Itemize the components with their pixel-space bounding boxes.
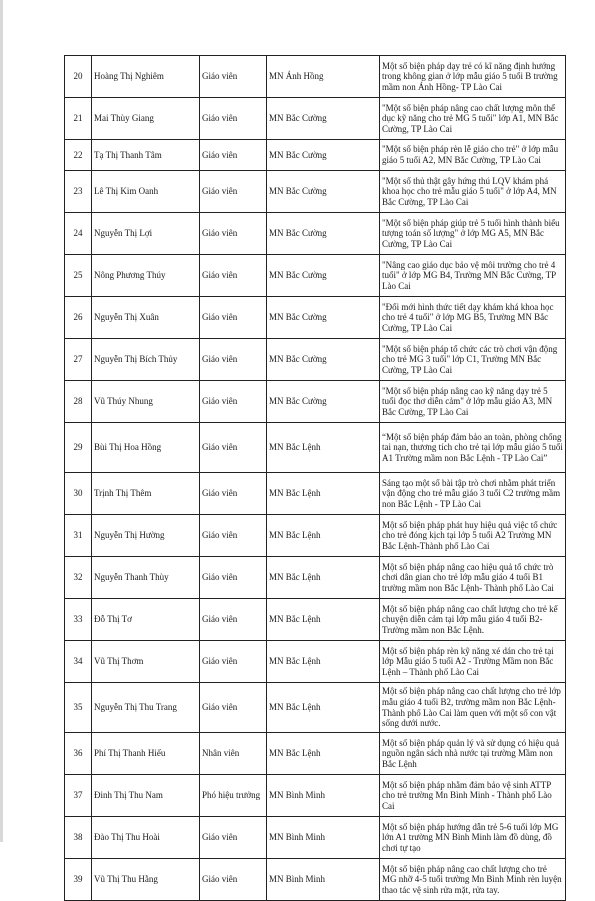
author-position: Giáo viên (200, 641, 267, 683)
school-name: MN Bắc Lệnh (267, 423, 380, 473)
school-name: MN Bắc Cường (267, 339, 380, 381)
school-name: MN Bình Minh (267, 775, 380, 817)
author-name: Nguyễn Thị Hường (92, 515, 200, 557)
school-name: MN Bắc Cường (267, 297, 380, 339)
author-name: Vũ Thị Thu Hằng (92, 859, 200, 901)
table-row (65, 213, 566, 255)
initiative-title: "Một số biện pháp nâng cao chất lượng môn thể dục kỹ năng cho trẻ MG 5 tuổi" lớp A1, MN Bắc Cường, TP Lào Cai (380, 98, 566, 140)
author-position: Giáo viên (200, 515, 267, 557)
author-position: Nhân viên (200, 733, 267, 775)
author-name: Trịnh Thị Thêm (92, 473, 200, 515)
table-row (65, 817, 566, 859)
initiative-title: Một số biện pháp phát huy hiệu quả việc tổ chức cho trẻ đóng kịch tại lớp 5 tuổi A2 Trường MN Bắc Lệnh-Thành phố Lào Cai (380, 515, 566, 557)
initiative-title: Một số biện pháp nhằm đảm bảo vệ sinh ATTP cho trẻ trường Mn Bình Minh - Thành phố Lào Cai (380, 775, 566, 817)
row-number: 34 (65, 641, 92, 683)
author-name: Đào Thị Thu Hoài (92, 817, 200, 859)
table-row (65, 557, 566, 599)
author-position: Giáo viên (200, 423, 267, 473)
author-position: Giáo viên (200, 297, 267, 339)
table-row (65, 733, 566, 775)
initiative-title: Một số biện pháp nâng cao chất lượng cho trẻ kể chuyện diễn cảm tại lớp mẫu giáo 4 tuổi B2- Trường mầm non Bắc Lệnh. (380, 599, 566, 641)
initiative-title: "Một số biện pháp giúp trẻ 5 tuổi hình thành biểu tượng toán số lượng" ở lớp MG A5, MN Bắc Cường, TP Lào Cai (380, 213, 566, 255)
author-position: Giáo viên (200, 599, 267, 641)
author-name: Nguyễn Thị Thu Trang (92, 683, 200, 733)
school-name: MN Bắc Lệnh (267, 473, 380, 515)
school-name: MN Bình Minh (267, 859, 380, 901)
author-name: Hoàng Thị Nghiêm (92, 56, 200, 98)
table-row (65, 255, 566, 297)
author-name: Mai Thùy Giang (92, 98, 200, 140)
row-number: 36 (65, 733, 92, 775)
row-number: 38 (65, 817, 92, 859)
table-row (65, 171, 566, 213)
row-number: 24 (65, 213, 92, 255)
school-name: MN Bắc Lệnh (267, 515, 380, 557)
initiative-title: “Một số biện pháp đảm bảo an toàn, phòng chống tai nạn, thương tích cho trẻ tại lớp mẫu giáo 5 tuổi A1 Trường mầm non Bắc Lệnh - TP Lào Cai” (380, 423, 566, 473)
row-number: 37 (65, 775, 92, 817)
initiative-title: "Một số biện pháp rèn lễ giáo cho trẻ" ở lớp mẫu giáo 5 tuổi A2, MN Bắc Cường, TP Lào Cai (380, 140, 566, 171)
author-position: Giáo viên (200, 557, 267, 599)
initiative-title: Một số biện pháp nâng cao hiệu quả tổ chức trò chơi dân gian cho trẻ lớp mẫu giáo 4 tuổi B1 trường mầm non Bắc Lệnh- Thành phố Lào Cai (380, 557, 566, 599)
author-name: Bùi Thị Hoa Hồng (92, 423, 200, 473)
row-number: 25 (65, 255, 92, 297)
table-row (65, 98, 566, 140)
table-row (65, 56, 566, 98)
page-edge-shadow (0, 0, 3, 842)
author-name: Đỗ Thị Tơ (92, 599, 200, 641)
author-position: Giáo viên (200, 473, 267, 515)
author-name: Nguyễn Thanh Thùy (92, 557, 200, 599)
initiative-title: "Đổi mới hình thức tiết dạy khám khá khoa học cho trẻ 4 tuổi" ở lớp MG B5, Trường MN Bắc Cường, TP Lào Cai (380, 297, 566, 339)
row-number: 26 (65, 297, 92, 339)
school-name: MN Bắc Lệnh (267, 599, 380, 641)
author-position: Giáo viên (200, 98, 267, 140)
table-row (65, 140, 566, 171)
initiative-title: "Một số biện pháp tổ chức các trò chơi vận động cho trẻ MG 3 tuổi" lớp C1, Trường MN Bắc Cường, TP Lào Cai (380, 339, 566, 381)
author-position: Giáo viên (200, 213, 267, 255)
table-row (65, 683, 566, 733)
table-row (65, 775, 566, 817)
row-number: 39 (65, 859, 92, 901)
row-number: 33 (65, 599, 92, 641)
table-row (65, 599, 566, 641)
row-number: 22 (65, 140, 92, 171)
table-row (65, 641, 566, 683)
author-name: Nguyễn Thị Lợi (92, 213, 200, 255)
author-position: Giáo viên (200, 140, 267, 171)
table-row (65, 339, 566, 381)
author-position: Giáo viên (200, 683, 267, 733)
table-row (65, 381, 566, 423)
school-name: MN Bắc Lệnh (267, 641, 380, 683)
school-name: MN Bình Minh (267, 817, 380, 859)
initiative-title: "Nâng cao giáo dục bảo vệ môi trường cho trẻ 4 tuổi" ở lớp MG B4, Trường MN Bắc Cường, TP Lào Cai (380, 255, 566, 297)
row-number: 31 (65, 515, 92, 557)
table-row (65, 859, 566, 901)
author-position: Giáo viên (200, 859, 267, 901)
school-name: MN Bắc Cường (267, 171, 380, 213)
author-position: Giáo viên (200, 255, 267, 297)
school-name: MN Bắc Lệnh (267, 683, 380, 733)
initiative-title: Một số biện pháp quản lý và sử dụng có hiệu quả nguồn ngân sách nhà nước tại trường Mầm non Bắc Lệnh (380, 733, 566, 775)
author-name: Nông Phương Thúy (92, 255, 200, 297)
author-name: Tạ Thị Thanh Tâm (92, 140, 200, 171)
author-name: Nguyễn Thị Xuân (92, 297, 200, 339)
table-row (65, 297, 566, 339)
row-number: 23 (65, 171, 92, 213)
school-name: MN Bắc Cường (267, 381, 380, 423)
initiative-title: Một số biện pháp rèn kỹ năng xé dán cho trẻ tại lớp Mẫu giáo 5 tuổi A2 - Trường Mầm non Bắc Lệnh – Thành phố Lào Cai (380, 641, 566, 683)
school-name: MN Bắc Cường (267, 213, 380, 255)
author-name: Vũ Thị Thơm (92, 641, 200, 683)
author-position: Giáo viên (200, 817, 267, 859)
initiative-table (64, 55, 566, 901)
school-name: MN Bắc Cường (267, 255, 380, 297)
initiative-title: "Một số biện pháp nâng cao kỹ năng dạy trẻ 5 tuổi đọc thơ diễn cảm" ở lớp mẫu giáo A3, MN Bắc Cường, TP Lào Cai (380, 381, 566, 423)
author-name: Vũ Thúy Nhung (92, 381, 200, 423)
initiative-title: "Một số thủ thật gây hứng thú LQV khám phá khoa học cho trẻ mẫu giáo 5 tuổi" ở lớp A4, MN Bắc Cường, TP Lào Cai (380, 171, 566, 213)
initiative-title: Một số biện pháp nâng cao chất lượng cho trẻ lớp mẫu giáo 4 tuổi B2, trường mầm non Bắc Lệnh- Thành phố Lào Cai làm quen với một số con vật sống dưới nước. (380, 683, 566, 733)
author-position: Phó hiệu trưởng (200, 775, 267, 817)
author-position: Giáo viên (200, 339, 267, 381)
initiative-title: Một số biện pháp dạy trẻ có kĩ năng định hướng trong không gian ở lớp mẫu giáo 5 tuổi B trường mầm non Ánh Hồng- TP Lào Cai (380, 56, 566, 98)
row-number: 28 (65, 381, 92, 423)
row-number: 35 (65, 683, 92, 733)
author-position: Giáo viên (200, 56, 267, 98)
school-name: MN Bắc Lệnh (267, 557, 380, 599)
row-number: 30 (65, 473, 92, 515)
school-name: MN Bắc Lệnh (267, 733, 380, 775)
author-name: Nguyễn Thị Bích Thủy (92, 339, 200, 381)
row-number: 27 (65, 339, 92, 381)
row-number: 20 (65, 56, 92, 98)
initiative-title: Một số biện pháp nâng cao chất lượng cho trẻ MG nhỡ 4-5 tuổi trường Mn Bình Minh rèn luyện thao tác vệ sinh rửa mặt, rửa tay. (380, 859, 566, 901)
initiative-title: Một số biện pháp hướng dẫn trẻ 5-6 tuổi lớp MG lớn A1 trường MN Bình Minh làm đồ dùng, đồ chơi tự tạo (380, 817, 566, 859)
row-number: 32 (65, 557, 92, 599)
table-row (65, 473, 566, 515)
initiative-title: Sáng tạo một số bài tập trò chơi nhằm phát triển vận động cho trẻ mẫu giáo 3 tuổi C2 trường mầm non Bắc Lệnh - TP Lào Cai (380, 473, 566, 515)
author-name: Đinh Thị Thu Nam (92, 775, 200, 817)
school-name: MN Ánh Hồng (267, 56, 380, 98)
school-name: MN Bắc Cường (267, 140, 380, 171)
author-position: Giáo viên (200, 171, 267, 213)
author-position: Giáo viên (200, 381, 267, 423)
author-name: Phí Thị Thanh Hiếu (92, 733, 200, 775)
table-row (65, 515, 566, 557)
table-row (65, 423, 566, 473)
author-name: Lê Thị Kim Oanh (92, 171, 200, 213)
row-number: 29 (65, 423, 92, 473)
school-name: MN Bắc Cường (267, 98, 380, 140)
row-number: 21 (65, 98, 92, 140)
